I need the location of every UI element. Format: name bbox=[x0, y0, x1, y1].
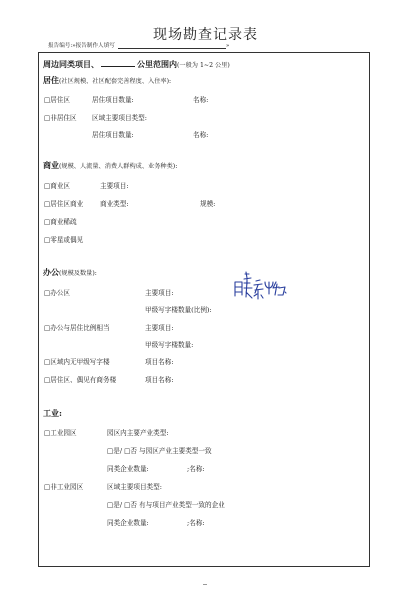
grade-a-office-ratio-label: 甲级写字楼数量(比例): bbox=[145, 306, 212, 314]
commercial-main-project-label: 主要项目: bbox=[100, 182, 129, 190]
section-header: 周边同类项目、 公里范围内(一般为 1~2 公里) bbox=[43, 59, 230, 69]
report-number-line bbox=[48, 41, 229, 49]
park-industry-type-label: 园区内主要产业类型: bbox=[107, 429, 169, 437]
industrial-park-checkbox[interactable]: □工业园区 bbox=[44, 429, 77, 437]
office-area-checkbox[interactable]: □办公区 bbox=[44, 289, 71, 297]
radius-blank[interactable] bbox=[101, 60, 135, 67]
same-type-company-name-label: ;名称: bbox=[187, 465, 205, 473]
same-type-company-name-label-2: ;名称: bbox=[187, 519, 205, 527]
commercial-type-label: 商业类型: bbox=[100, 200, 129, 208]
non-residential-checkbox[interactable]: □非居住区 bbox=[44, 114, 77, 122]
industrial-heading: 工业: bbox=[43, 408, 62, 418]
report-number-tail: » bbox=[225, 43, 230, 49]
area-project-type-label: 区域主要项目类型: bbox=[92, 114, 147, 122]
report-number-blank[interactable] bbox=[118, 43, 226, 49]
office-project-name-label: 项目名称: bbox=[145, 358, 174, 366]
sparse-commercial-checkbox[interactable]: □商业稀疏 bbox=[44, 218, 77, 226]
residential-name-label-2: 名称: bbox=[193, 131, 209, 139]
office-main-project-label: 主要项目: bbox=[145, 289, 174, 297]
office-residential-equal-checkbox[interactable]: □办公与居住比例相当 bbox=[44, 324, 110, 332]
occasional-commercial-checkbox[interactable]: □零星或偶见 bbox=[44, 236, 84, 244]
area-main-project-type-label: 区域主要项目类型: bbox=[107, 483, 162, 491]
office-heading: 办公(规模及数量): bbox=[43, 267, 97, 277]
non-industrial-park-checkbox[interactable]: □非工业园区 bbox=[44, 483, 84, 491]
page-title: 现场勘查记录表 bbox=[153, 27, 258, 43]
residential-area-checkbox[interactable]: □居住区 bbox=[44, 96, 71, 104]
residential-commercial-checkbox[interactable]: □居住区商业 bbox=[44, 200, 84, 208]
commercial-scale-label: 规模: bbox=[200, 200, 216, 208]
residential-occasional-office-checkbox[interactable]: □居住区、偶见有商务楼 bbox=[44, 376, 117, 384]
has-consistent-company-option[interactable]: □是/ □否 有与项目产业类型一致的企业 bbox=[107, 501, 225, 509]
report-number-label: 报告编号:»报告制作人填写 bbox=[48, 43, 115, 49]
residential-heading: 居住(社区规模、社区配套完善程度、入住率): bbox=[43, 75, 172, 85]
no-grade-a-office-checkbox[interactable]: □区域内无甲级写字楼 bbox=[44, 358, 110, 366]
office-main-project-label-2: 主要项目: bbox=[145, 324, 174, 332]
park-industry-consistent-option[interactable]: □是/ □否 与园区产业主要类型一致 bbox=[107, 447, 212, 455]
commercial-heading: 商业(规模、人流量、消费人群构成、业务种类): bbox=[43, 160, 178, 170]
residential-count-label: 居住项目数量: bbox=[92, 96, 134, 104]
commercial-area-checkbox[interactable]: □商业区 bbox=[44, 182, 71, 190]
residential-name-label: 名称: bbox=[193, 96, 209, 104]
residential-count-label-2: 居住项目数量: bbox=[92, 131, 134, 139]
same-type-company-count-label: 同类企业数量: bbox=[107, 465, 149, 473]
office-project-name-label-2: 项目名称: bbox=[145, 376, 174, 384]
grade-a-office-count-label: 甲级写字楼数量: bbox=[145, 341, 194, 349]
page-footer-mark bbox=[203, 584, 207, 585]
handwritten-annotation bbox=[225, 270, 295, 310]
same-type-company-count-label-2: 同类企业数量: bbox=[107, 519, 149, 527]
handwriting-strokes bbox=[235, 272, 286, 299]
